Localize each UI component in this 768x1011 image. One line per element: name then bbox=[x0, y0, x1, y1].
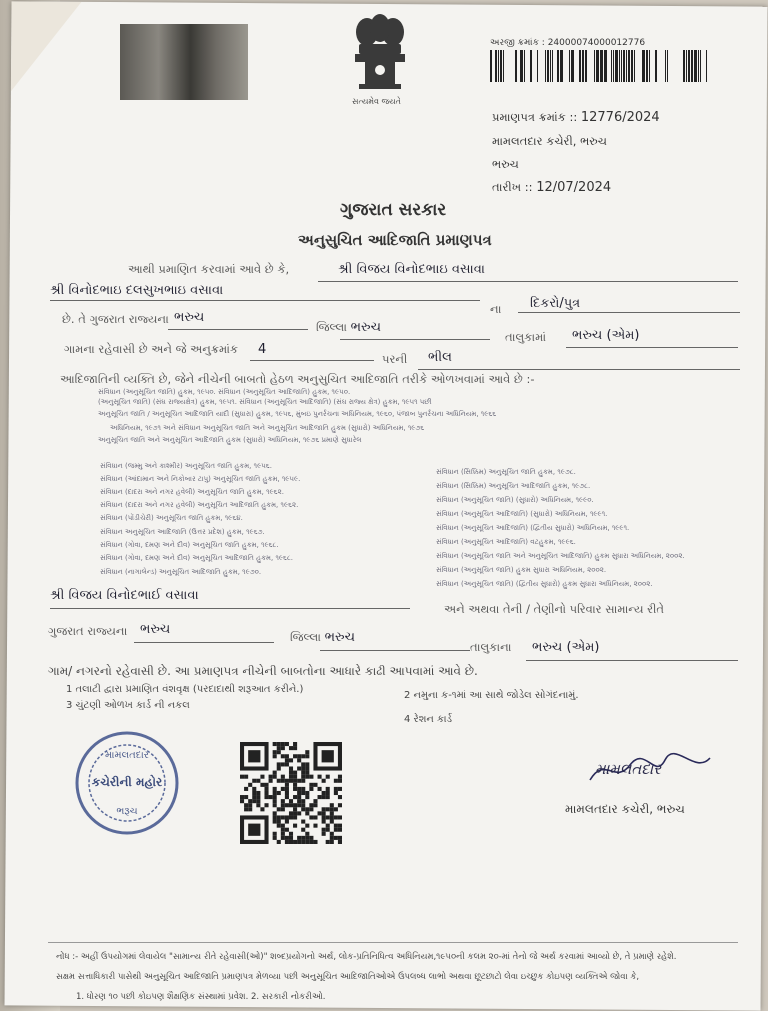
state-label: છે. તે ગુજરાત રાજ્યના bbox=[62, 312, 169, 326]
district-label bbox=[316, 320, 381, 335]
intro-text: આથી પ્રમાણિત કરવામાં આવે છે કે, bbox=[128, 262, 290, 276]
relation-underline bbox=[518, 312, 740, 313]
taluka: ભરુચ (એમ) bbox=[572, 328, 640, 343]
order-left-item: સંવિધાન (આંદામાન અને નિકોબાર ટાપુ) અનુસૂચિત જાતિ હુકમ, ૧૯૫૯. bbox=[100, 475, 301, 483]
certificate-number-label: પ્રમાણપત્ર ક્રમાંક :: bbox=[492, 110, 578, 124]
order-line: અનુસૂચિત જાતિ / અનુસૂચિત આદિજાતિ યાદી (સુધારા) હુકમ, ૧૯૫૬, મુંબઇ પુનર્રચના અધિનિયમ, ૧૯૬૦, પંજાબ પુનર્રચના અધિનિયમ, ૧૯૬૬ bbox=[98, 410, 497, 418]
parent-name-underline bbox=[50, 300, 480, 301]
family-label: અને અથવા તેની / તેણીનો પરિવાર સામાન્ય રીતે bbox=[444, 602, 665, 616]
taluka-underline bbox=[566, 347, 738, 348]
footer-note-line-2: સક્ષમ સત્તાધિકારી પાસેથી અનુસૂચિત આદિજાતિ પ્રમાણપત્ર મેળવ્યા પછી અનુસૂચિત આદિજાતિઓએ ઉપલબ્ધ લાભો અથવા છૂટછાટો લેવા ઇચ્છુક કોઇપણ વ્યક્તિએ જોવા કે, bbox=[56, 972, 640, 982]
order-left-item: સંવિધાન (નાગાલેન્ડ) અનુસૂચિત આદિજાતિ હુકમ, ૧૯૭૦. bbox=[100, 568, 262, 576]
footer-note-line-3: 1. ધોરણ ૧૦ પછી કોઇપણ શૈક્ષણિક સંસ્થામાં પ્રવેશ. 2. સરકારી નોકરીઓ. bbox=[76, 992, 326, 1002]
issue-date-label: તારીખ :: bbox=[492, 180, 533, 194]
order-right-item: સંવિધાન (અનુસૂચિત જાતિ) (સુધારો) અધિનિયમ, ૧૯૯૦. bbox=[436, 496, 594, 504]
parent-name: શ્રી વિનોદભાઇ દલસુખભાઇ વસાવા bbox=[50, 283, 224, 298]
document-item: 4 રેશન કાર્ડ bbox=[404, 714, 453, 725]
tribe-name: ભીલ bbox=[428, 350, 452, 365]
barcode-icon bbox=[490, 50, 710, 82]
taluka-2: ભરુચ (એમ) bbox=[532, 640, 600, 655]
serial-underline bbox=[250, 360, 374, 361]
order-left-item: સંવિધાન (ગોવા, દમણ અને દીવ) અનુસૂચિત આદિજાતિ હુકમ, ૧૯૬૮. bbox=[100, 554, 294, 562]
order-right-item: સંવિધાન (અનુસૂચિત જાતિ) (દ્વિતીય સુધારો) હુકમ સુધારા અધિનિયમ, ૨૦૦૨. bbox=[436, 580, 653, 588]
issuing-office: મામલતદાર કચેરી, ભરુચ bbox=[492, 134, 607, 148]
issuing-place: ભરુચ bbox=[492, 157, 519, 171]
village-2: ભરુચ bbox=[140, 622, 171, 637]
footer-note: નોંધ :- અહીં ઉપયોગમાં લેવાયેલ "સામાન્ય રીતે રહેવાસી(ઓ)" શબ્દપ્રયોગનો અર્થ, લોક-પ્રતિનિધિત્વ અધિનિયમ,૧૯૫૦ની કલમ ૨૦-માં તેનો જે અર્થ કરવામાં આવ્યો છે, તે પ્રમાણે રહેશે. bbox=[56, 952, 677, 962]
order-line: અનુસૂચિત જાતિ અને અનુસૂચિત આદિજાતિ હુકમ (સુધારો) અધિનિયમ, ૧૯૭૬ પ્રમાણે સુધારેલ bbox=[98, 436, 362, 444]
applicant-name: શ્રી વિજય વિનોદભાઇ વસાવા bbox=[338, 262, 485, 277]
order-left-item: સંવિધાન (ગોવા, દમણ અને દીવ) અનુસૂચિત જાતિ હુકમ, ૧૯૬૮. bbox=[100, 541, 279, 549]
applicant-name-repeat-underline bbox=[50, 608, 410, 609]
order-line: સંવિધાન (અનુસૂચિત જાતિ) હુકમ, ૧૯૫૦. સંવિધાન (અનુસૂચિત આદિજાતિ) હુકમ, ૧૯૫૦. bbox=[98, 388, 351, 396]
certificate-number bbox=[492, 110, 660, 125]
signatory-office: મામલતદાર કચેરી, ભરુચ bbox=[565, 802, 685, 816]
village-underline bbox=[168, 329, 308, 330]
government-title: ગુજરાત સરકાર bbox=[340, 200, 447, 220]
state-label-2: ગુજરાત રાજ્યના bbox=[48, 624, 128, 638]
order-right-item: સંવિધાન (સિક્કિમ) અનુસૂચિત જાતિ હુકમ, ૧૯૭૮. bbox=[436, 468, 576, 476]
order-line: અધિનિયમ, ૧૯૭૧ અને સંવિધાન અનુસૂચિત જાતિ અને અનુસૂચિત આદિજાતિ હુકમ (સુધારો) અધિનિયમ, ૧૯૭૬ bbox=[110, 424, 425, 432]
stamp-top-text: મામલતદાર bbox=[105, 750, 149, 761]
order-left-item: સંવિધાન (દાદરા અને નગર હવેલી) અનુસૂચિત આદિજાતિ હુકમ, ૧૯૬૨. bbox=[100, 501, 299, 509]
taluka-label: તાલુકામાં bbox=[505, 330, 547, 344]
footer-divider bbox=[48, 942, 738, 943]
serial-number: 4 bbox=[258, 342, 267, 357]
document-item: 1 તલાટી દ્વારા પ્રમાણિત વંશવૃક્ષ (પરદાદાથી શરૂઆત કરીને.) bbox=[66, 684, 304, 695]
issue-date-value: 12/07/2024 bbox=[536, 180, 612, 195]
district-label-text: જિલ્લા bbox=[316, 320, 347, 334]
application-number: અરજી ક્રમાંક : 24000074000012776 bbox=[490, 38, 646, 48]
district-label-2 bbox=[290, 630, 355, 645]
qr-code-icon bbox=[240, 742, 342, 844]
district-value: ભરુચ bbox=[350, 320, 381, 335]
applicant-name-underline bbox=[318, 281, 738, 282]
district-2-underline bbox=[320, 650, 470, 651]
document-item: 2 નમુના ક-૧માં આ સાથે જોડેલ સોગંદનામું. bbox=[404, 690, 579, 701]
resident-label: ગામના રહેવાસી છે અને જે અનુક્રમાંક bbox=[64, 342, 239, 356]
issue-basis-line: ગામ/ નગરનો રહેવાસી છે. આ પ્રમાણપત્ર નીચેની બાબતોના આધારે કાઢી આપવામાં આવે છે. bbox=[48, 664, 478, 678]
district-2-value: ભરુચ bbox=[324, 630, 355, 645]
order-right-item: સંવિધાન (અનુસૂચિત જાતિ અને અનુસૂચિત આદિજાતિ) હુકમ સુધારા અધિનિયમ, ૨૦૦૨. bbox=[436, 552, 685, 560]
tribe-underline bbox=[418, 369, 740, 370]
par-label: પરની bbox=[382, 352, 408, 366]
order-left-item: સંવિધાન (જમ્મુ અને કાશ્મીર) અનુસૂચિત જાતિ હુકમ, ૧૯૫૬. bbox=[100, 462, 272, 470]
order-right-item: સંવિધાન (સિક્કિમ) અનુસૂચિત આદિજાતિ હુકમ, ૧૯૭૮. bbox=[436, 482, 591, 490]
applicant-photo bbox=[120, 24, 248, 100]
district-label-2-text: જિલ્લા bbox=[290, 630, 321, 644]
order-left-item: સંવિધાન (પોંડીચેરી) અનુસૂચિત જાતિ હુકમ, ૧૯૬૪. bbox=[100, 514, 243, 522]
taluka-2-underline bbox=[526, 660, 738, 661]
order-left-item: સંવિધાન અનુસૂચિત આદિજાતિ (ઉત્તર પ્રદેશ) હુકમ, ૧૯૬૭. bbox=[100, 528, 265, 536]
office-seal-stamp bbox=[72, 728, 182, 838]
order-right-item: સંવિધાન (અનુસૂચિત આદિજાતિ) (સુધારો) અધિનિયમ, ૧૯૯૧. bbox=[436, 510, 608, 518]
of-label: ના bbox=[490, 302, 502, 316]
issue-date bbox=[492, 180, 611, 195]
order-left-item: સંવિધાન (દાદરા અને નગર હવેલી) અનુસૂચિત જાતિ હુકમ, ૧૯૬૨. bbox=[100, 488, 284, 496]
emblem-caption: સત્યમેવ જયતે bbox=[352, 97, 401, 106]
village-2-underline bbox=[134, 642, 274, 643]
paper-corner-flap bbox=[11, 1, 82, 91]
certificate-title: અનુસુચિત આદિજાતિ પ્રમાણપત્ર bbox=[298, 231, 492, 249]
stamp-bottom-text: ભરૂચ bbox=[116, 806, 138, 817]
stamp-middle-text: કચેરીની મહોર bbox=[91, 775, 163, 789]
relation: દિકરો/પુત્ર bbox=[530, 296, 581, 311]
applicant-name-repeat: શ્રી વિજય વિનોદભાઈ વસાવા bbox=[50, 588, 199, 603]
order-line: (અનુસૂચિત જાતિ) (સંઘ રાજ્યક્ષેત્ર) હુકમ, ૧૯૫૧. સંવિધાન (અનુસૂચિત આદિજાતિ) (સંઘ રાજ્ય ક્ષેત્ર) હુકમ, ૧૯૫૧ પછી bbox=[98, 398, 432, 406]
order-right-item: સંવિધાન (અનુસૂચિત જાતિ) હુકમ સુધારા અધિનિયમ, ૨૦૦૨. bbox=[436, 566, 607, 574]
village: ભરુચ bbox=[174, 310, 205, 325]
document-item: 3 ચુંટણી ઓળખ કાર્ડ ની નકલ bbox=[66, 700, 190, 711]
order-right-item: સંવિધાન (અનુસૂચિત આદિજાતિ) (દ્વિતીય સુધારો) અધિનિયમ, ૧૯૯૧. bbox=[436, 524, 630, 532]
district-underline bbox=[340, 339, 490, 340]
signature-text: મામલતદાર bbox=[595, 760, 661, 778]
certificate-number-value: 12776/2024 bbox=[580, 110, 660, 125]
tribe-line: આદિજાતિની વ્યક્તિ છે, જેને નીચેની બાબતો હેઠળ અનુસુચિત આદિજાતિ તરીકે ઓળખવામાં આવે છે :- bbox=[60, 372, 535, 386]
order-right-item: સંવિધાન (અનુસૂચિત આદિજાતિ) વટહુકમ, ૧૯૯૬. bbox=[436, 538, 576, 546]
national-emblem-icon bbox=[345, 10, 415, 96]
taluka-label-2: તાલુકાના bbox=[470, 640, 512, 654]
